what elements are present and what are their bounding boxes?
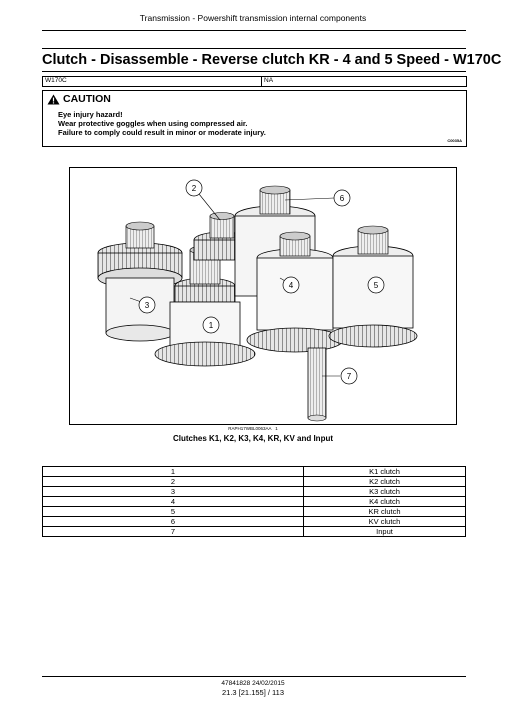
svg-text:1: 1 (208, 321, 214, 330)
caution-line: Eye injury hazard! (58, 110, 123, 119)
svg-text:4: 4 (288, 281, 294, 290)
legend-label: K2 clutch (304, 477, 466, 487)
figure-code (0, 426, 506, 431)
caution-box (42, 90, 467, 147)
legend-label: Input (304, 527, 466, 537)
callout-4 (283, 277, 299, 293)
svg-text:2: 2 (191, 184, 197, 193)
warning-triangle-icon (47, 94, 60, 105)
header-rule (42, 30, 466, 31)
input-shaft-part (308, 348, 326, 421)
legend-number: 1 (43, 467, 304, 477)
svg-text:5: 5 (373, 281, 379, 290)
legend-row (43, 507, 466, 517)
caution-title: CAUTION (63, 93, 111, 105)
title-bottom-rule (42, 71, 466, 72)
page-title: Clutch - Disassemble - Reverse clutch KR - 4 and 5 Speed - W170C (42, 52, 502, 68)
k3-clutch-part (98, 222, 182, 341)
clutch-assembly-drawing (70, 168, 456, 424)
legend-table (42, 466, 466, 537)
legend-row (43, 477, 466, 487)
caution-line: Failure to comply could result in minor or moderate injury. (58, 128, 266, 137)
legend-label: K4 clutch (304, 497, 466, 507)
footer-docref: 47841828 24/02/2015 (221, 680, 285, 687)
title-top-rule (42, 48, 466, 49)
legend-label: KR clutch (304, 507, 466, 517)
legend-label: KV clutch (304, 517, 466, 527)
footer-page-number: 21.3 [21.155] / 113 (222, 688, 284, 697)
callout-5 (368, 277, 384, 293)
caution-heading (47, 93, 111, 105)
callout-3 (139, 297, 155, 313)
legend-row (43, 517, 466, 527)
legend-label: K1 clutch (304, 467, 466, 477)
callout-1 (203, 317, 219, 333)
legend-row (43, 527, 466, 537)
model-applicability-row (42, 76, 467, 87)
callout-6 (334, 190, 350, 206)
legend-row (43, 487, 466, 497)
legend-number: 4 (43, 497, 304, 507)
caution-code: C0035A (447, 138, 462, 143)
section-header: Transmission - Powershift transmission internal components (139, 13, 367, 23)
callout-7 (341, 368, 357, 384)
svg-text:6: 6 (339, 194, 345, 203)
figure-number: 1 (275, 426, 278, 431)
clutch-illustration (69, 167, 457, 425)
legend-label: K3 clutch (304, 487, 466, 497)
footer-rule (42, 676, 466, 677)
figure-code-text: RAPH17WBL0063AA (228, 426, 272, 431)
legend-number: 3 (43, 487, 304, 497)
model-value: NA (264, 77, 274, 84)
caution-line: Wear protective goggles when using compressed air. (58, 119, 248, 128)
legend-number: 6 (43, 517, 304, 527)
figure-caption: Clutches K1, K2, K3, K4, KR, KV and Input (172, 434, 334, 443)
model-name: W170C (45, 77, 67, 84)
legend-number: 5 (43, 507, 304, 517)
legend-number: 2 (43, 477, 304, 487)
svg-text:3: 3 (144, 301, 150, 310)
legend-row (43, 497, 466, 507)
svg-text:7: 7 (346, 372, 352, 381)
callout-2 (186, 180, 202, 196)
legend-row (43, 467, 466, 477)
legend-number: 7 (43, 527, 304, 537)
